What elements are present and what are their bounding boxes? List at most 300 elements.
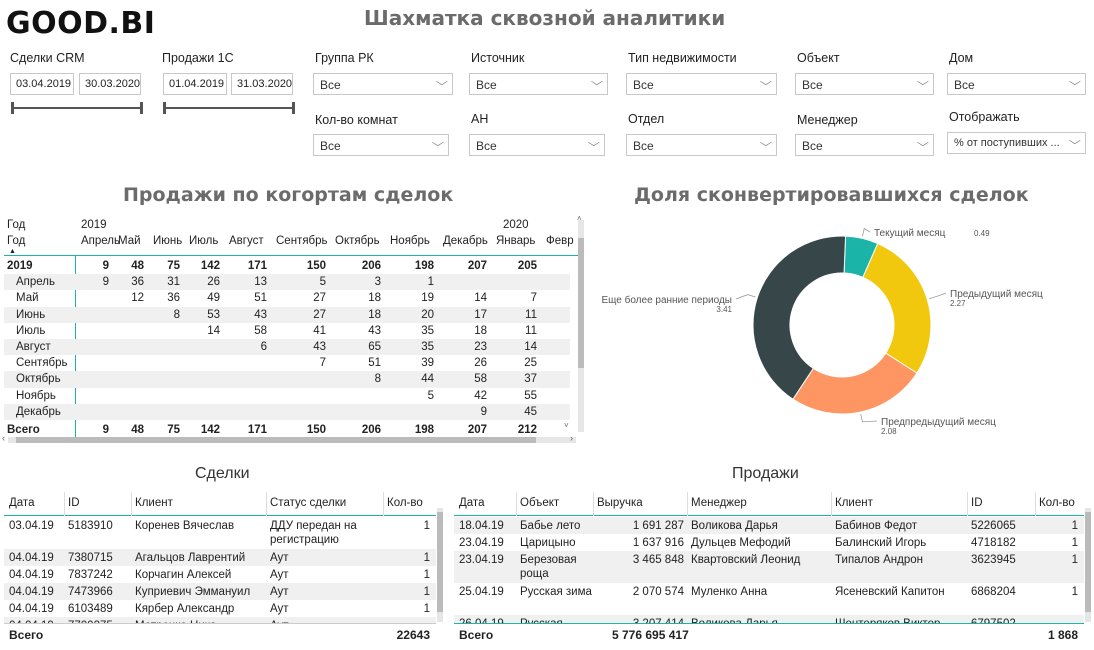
matrix-cell: 35: [421, 324, 434, 337]
column-divider: [64, 492, 65, 516]
matrix-cell: 75: [167, 260, 180, 273]
matrix-cell: [223, 388, 270, 404]
table-row[interactable]: [454, 551, 1084, 583]
chevron-down-icon: ⌵: [436, 77, 449, 88]
column-divider: [266, 492, 267, 516]
matrix-cell: [183, 355, 223, 371]
column-divider: [687, 492, 688, 516]
donut-value-label: 2.27: [950, 299, 966, 308]
table-cell: Типалов Андрон: [835, 554, 923, 566]
donut-chart[interactable]: [590, 210, 1094, 450]
matrix-cell: 26: [207, 276, 220, 289]
scroll-left-icon[interactable]: ‹: [2, 433, 5, 443]
deals-column-header: Клиент: [135, 497, 173, 509]
deals-column-header: Дата: [9, 497, 35, 509]
matrix-cell: 36: [167, 292, 180, 305]
matrix-cell: [183, 339, 223, 355]
dropdown-value: Все: [633, 78, 654, 92]
matrix-cell: 7: [319, 357, 326, 370]
matrix-cell: [540, 355, 570, 371]
column-divider: [516, 492, 517, 516]
table-cell: Аут: [270, 552, 289, 564]
matrix-cell: [329, 388, 384, 404]
filter-dropdown-object[interactable]: [795, 73, 934, 95]
matrix-cell: [147, 323, 183, 339]
matrix-cell: 9: [102, 276, 109, 289]
leader-line: [862, 229, 870, 237]
column-divider: [1035, 492, 1036, 516]
month-header-cell: Июль: [189, 235, 219, 247]
matrix-cell: [270, 404, 329, 420]
table-row[interactable]: [454, 534, 1084, 551]
matrix-cell: 26: [474, 357, 487, 370]
filter-dropdown-property-type[interactable]: [626, 73, 777, 95]
matrix-row-label: Август: [16, 341, 51, 354]
matrix-total-row: [4, 422, 570, 438]
deals-total-value: 22643: [396, 628, 430, 642]
table-cell: 03.04.19: [9, 520, 54, 532]
filter-label-property-type: Тип недвижимости: [628, 51, 737, 65]
table-cell: 1: [1071, 537, 1078, 549]
matrix-row-label: Июнь: [16, 308, 46, 321]
sales1c-date-slider[interactable]: [164, 107, 294, 109]
matrix-cell: [384, 404, 437, 420]
table-cell: Ясеневский Капитон: [835, 586, 945, 598]
matrix-cell: [147, 371, 183, 387]
sales-column-header: ID: [971, 497, 983, 509]
scroll-thumb[interactable]: [437, 512, 443, 612]
dropdown-value: Все: [476, 139, 497, 153]
table-cell: 7473966: [68, 586, 113, 598]
month-header-cell: Август: [229, 235, 264, 247]
scroll-thumb[interactable]: [16, 437, 536, 443]
table-cell: 04.04.19: [9, 552, 54, 564]
matrix-cell: [540, 404, 570, 420]
cohort-title: Продажи по когортам сделок: [123, 184, 454, 206]
leader-line: [736, 295, 755, 299]
matrix-cell: 13: [254, 276, 267, 289]
table-cell: 2 070 574: [632, 586, 684, 598]
matrix-cell: 171: [247, 260, 267, 273]
table-cell: 7837242: [68, 569, 113, 581]
table-row[interactable]: [4, 566, 436, 583]
dropdown-value: Все: [954, 78, 975, 92]
matrix-cell: 75: [167, 423, 180, 436]
matrix-cell: [112, 323, 147, 339]
filter-label-source: Источник: [471, 51, 525, 65]
matrix-row: [4, 388, 570, 404]
matrix-row-label: Декабрь: [16, 405, 61, 418]
scroll-down-icon[interactable]: ˅: [564, 421, 569, 430]
matrix-row: [4, 258, 570, 274]
table-cell: 04.04.19: [9, 586, 54, 598]
matrix-cell: 14: [524, 341, 537, 354]
matrix-cell: [490, 274, 540, 290]
month-header-cell: Ноябрь: [390, 235, 430, 247]
matrix-cell: 206: [361, 423, 381, 436]
sales-table[interactable]: [454, 492, 1084, 644]
month-header-cell: Май: [118, 235, 141, 247]
matrix-cell: [112, 388, 147, 404]
matrix-cell: 206: [361, 260, 381, 273]
chevron-down-icon: ⌵: [588, 138, 601, 149]
month-header-cell: Июнь: [153, 235, 183, 247]
dropdown-value: Все: [476, 78, 497, 92]
matrix-cell: 7: [530, 292, 537, 305]
logo: GOOD.BI: [6, 6, 156, 41]
dropdown-value: Все: [320, 139, 341, 153]
matrix-row-label: Апрель: [16, 276, 56, 289]
table-cell: Бабье лето: [520, 520, 581, 532]
matrix-cell: 1: [427, 276, 434, 289]
chevron-down-icon: ⌵: [1069, 136, 1082, 147]
table-cell: 1: [1071, 554, 1078, 566]
matrix-cell: 5: [319, 276, 326, 289]
column-divider: [131, 492, 132, 516]
chevron-down-icon: ⌵: [760, 77, 773, 88]
matrix-cell: [183, 371, 223, 387]
sort-asc-icon[interactable]: ▲: [9, 248, 16, 255]
sales-header: [454, 492, 1084, 516]
matrix-row-label: Май: [16, 292, 39, 305]
slider-handle-left[interactable]: [11, 102, 14, 114]
scroll-thumb[interactable]: [578, 238, 584, 368]
table-cell: 04.04.19: [9, 603, 54, 615]
matrix-cell: [223, 404, 270, 420]
matrix-cell: 14: [474, 292, 487, 305]
matrix-cell: [540, 388, 570, 404]
column-divider: [967, 492, 968, 516]
matrix-row: [4, 307, 570, 323]
filter-dropdown-display[interactable]: [947, 132, 1086, 154]
table-cell: Аут: [270, 569, 289, 581]
table-cell: 23.04.19: [459, 537, 504, 549]
matrix-row: [4, 371, 570, 387]
sales1c-date-to[interactable]: 31.03.2020: [231, 73, 293, 95]
matrix-row-label: Октябрь: [16, 373, 61, 386]
month-header-cell: Апрель: [81, 235, 121, 247]
matrix-cell: [540, 274, 570, 290]
donut-category-label: Еще более ранние периоды: [601, 295, 732, 306]
matrix-cell: [437, 274, 490, 290]
matrix-cell: [75, 307, 112, 323]
month-header-cell: Декабрь: [443, 235, 488, 247]
matrix-cell: [540, 371, 570, 387]
sales1c-date-from[interactable]: 01.04.2019: [163, 73, 227, 95]
chevron-down-icon: ⌵: [917, 138, 930, 149]
page-title: Шахматка сквозной аналитики: [364, 6, 726, 30]
matrix-row-label: Ноябрь: [16, 389, 56, 402]
table-cell: Корчагин Алексей: [135, 569, 232, 581]
matrix-cell: [75, 404, 112, 420]
cohort-table: [4, 258, 570, 438]
matrix-cell: 11: [525, 308, 537, 321]
filter-dropdown-rooms[interactable]: [313, 134, 449, 156]
leader-line: [861, 414, 877, 422]
matrix-cell: [540, 323, 570, 339]
matrix-cell: [75, 388, 112, 404]
filter-dropdown-source[interactable]: [469, 73, 608, 95]
table-cell: 18.04.19: [459, 520, 504, 532]
matrix-cell: 39: [421, 357, 434, 370]
month-header-row: [75, 235, 578, 251]
donut-category-label: Текущий месяц: [874, 228, 946, 239]
matrix-cell: 18: [474, 324, 487, 337]
month-header-cell: Сентябрь: [276, 235, 328, 247]
slider-handle-left[interactable]: [163, 102, 166, 114]
matrix-cell: 48: [131, 423, 144, 436]
slider-handle-right[interactable]: [140, 102, 143, 114]
table-cell: 5183910: [68, 520, 113, 532]
matrix-row-label: Всего: [7, 423, 40, 436]
matrix-horizontal-scrollbar[interactable]: [8, 437, 576, 443]
matrix-cell: 51: [254, 292, 267, 305]
filter-label-manager: Менеджер: [797, 113, 858, 127]
matrix-cell: [270, 371, 329, 387]
table-cell: 5226065: [971, 520, 1016, 532]
table-cell: Царицыно: [520, 537, 576, 549]
crm-date-slider[interactable]: [12, 107, 142, 109]
scroll-up-icon[interactable]: ˄: [577, 214, 582, 223]
deals-header: [4, 492, 436, 516]
table-cell: 1: [423, 552, 430, 564]
dropdown-value: Все: [320, 78, 341, 92]
matrix-cell: [183, 404, 223, 420]
matrix-cell: 23: [474, 341, 487, 354]
matrix-cell: 18: [368, 308, 381, 321]
table-cell: Бабинов Федот: [835, 520, 918, 532]
matrix-cell: 41: [313, 324, 326, 337]
matrix-cell: 27: [313, 292, 326, 305]
matrix-cell: 3: [374, 276, 381, 289]
matrix-row: [4, 355, 570, 371]
donut-value-label: 3.41: [716, 305, 732, 314]
table-cell: 3 465 848: [632, 554, 684, 566]
table-cell: Агальцов Лаврентий: [135, 552, 246, 564]
sales-total-row: [454, 623, 1084, 643]
matrix-cell: 9: [480, 405, 487, 418]
matrix-cell: [112, 404, 147, 420]
column-divider: [831, 492, 832, 516]
matrix-cell: [540, 258, 570, 274]
table-cell: Куприевич Эммануил: [135, 586, 251, 598]
table-row[interactable]: [4, 517, 436, 549]
matrix-cell: [112, 355, 147, 371]
matrix-cell: [112, 371, 147, 387]
matrix-cell: 37: [524, 373, 537, 386]
deals-total-label: Всего: [9, 628, 44, 642]
matrix-cell: 205: [517, 260, 537, 273]
filter-dropdown-department[interactable]: [626, 134, 777, 156]
sales1c-date-label: Продажи 1С: [162, 51, 234, 65]
matrix-cell: 43: [368, 324, 381, 337]
matrix-cell: 12: [131, 292, 144, 305]
table-cell: Коренев Вячеслав: [135, 520, 235, 532]
chevron-down-icon: ⌵: [760, 138, 773, 149]
donut-slice[interactable]: [793, 353, 917, 414]
scroll-right-icon[interactable]: ›: [570, 433, 573, 443]
table-cell: 3623945: [971, 554, 1016, 566]
matrix-cell: 55: [524, 389, 537, 402]
deals-title: Сделки: [195, 465, 250, 482]
filter-dropdown-agency[interactable]: [469, 134, 605, 156]
matrix-row-header: Год: [7, 235, 26, 247]
filter-label-display: Отображать: [949, 110, 1020, 124]
deals-column-header: ID: [68, 497, 80, 509]
scroll-thumb[interactable]: [1085, 512, 1091, 612]
donut-value-label: 0.49: [974, 229, 990, 238]
matrix-cell: [75, 339, 112, 355]
dropdown-value: % от поступивших ...: [954, 137, 1060, 149]
matrix-cell: [147, 339, 183, 355]
matrix-year-2019: 2019: [81, 219, 107, 231]
matrix-cell: 198: [414, 423, 434, 436]
filter-label-object: Объект: [797, 51, 840, 65]
table-cell: 7380715: [68, 552, 113, 564]
table-cell: Кярбер Александр: [135, 603, 235, 615]
column-divider: [593, 492, 594, 516]
filter-label-house: Дом: [949, 51, 974, 65]
table-row[interactable]: [454, 517, 1084, 534]
matrix-cell: 25: [524, 357, 537, 370]
table-cell: Березовая роща: [520, 554, 577, 580]
matrix-cell: 142: [200, 260, 220, 273]
matrix-cell: 31: [167, 276, 180, 289]
donut-category-label: Предпредыдущий месяц: [881, 417, 996, 428]
deals-vertical-scrollbar[interactable]: [437, 508, 443, 622]
dropdown-value: Все: [633, 139, 654, 153]
crm-date-to[interactable]: 30.03.2020: [79, 73, 141, 95]
matrix-cell: [223, 355, 270, 371]
filter-dropdown-group[interactable]: [313, 73, 453, 95]
matrix-cell: [270, 388, 329, 404]
table-cell: Русская зима: [520, 586, 592, 598]
donut-title: Доля сконвертировавшихся сделок: [634, 184, 1029, 206]
table-cell: 1: [423, 586, 430, 598]
table-cell: 23.04.19: [459, 554, 504, 566]
donut-category-label: Предыдущий месяц: [950, 289, 1043, 300]
matrix-year-2020: 2020: [503, 219, 529, 231]
month-header-cell: Октябрь: [335, 235, 380, 247]
matrix-cell: 58: [254, 324, 267, 337]
matrix-cell: 5: [427, 389, 434, 402]
matrix-cell: 14: [207, 324, 220, 337]
filter-label-agency: АН: [471, 112, 489, 126]
chevron-down-icon: ⌵: [432, 138, 445, 149]
matrix-cell: 9: [102, 260, 109, 273]
matrix-row-label: Июль: [16, 324, 46, 337]
matrix-cell: 42: [474, 389, 487, 402]
matrix-cell: [147, 404, 183, 420]
matrix-cell: 53: [207, 308, 220, 321]
sales-total-count: 1 868: [1047, 628, 1078, 642]
matrix-cell: [112, 307, 147, 323]
filter-label-rooms: Кол-во комнат: [315, 113, 398, 127]
matrix-cell: [75, 323, 112, 339]
dropdown-value: Все: [802, 78, 823, 92]
matrix-cell: 48: [131, 260, 144, 273]
matrix-cell: 212: [517, 423, 537, 436]
table-row[interactable]: [454, 583, 1084, 615]
sales-vertical-scrollbar[interactable]: [1085, 508, 1091, 622]
matrix-cell: 9: [102, 423, 109, 436]
matrix-row: [4, 404, 570, 420]
filter-dropdown-manager[interactable]: [795, 134, 934, 156]
matrix-cell: 11: [525, 324, 537, 337]
matrix-cell: 49: [207, 292, 220, 305]
matrix-cell: 43: [254, 308, 267, 321]
sales-column-header: Менеджер: [691, 497, 747, 509]
matrix-cell: 65: [368, 341, 381, 354]
matrix-cell: 20: [421, 308, 434, 321]
header-divider: [4, 255, 578, 256]
table-cell: ДДУ передан на регистрацию: [270, 520, 357, 546]
month-header-cell: Февр: [546, 235, 574, 247]
crm-date-label: Сделки CRM: [10, 51, 85, 65]
matrix-cell: [75, 290, 112, 306]
matrix-cell: 35: [421, 341, 434, 354]
table-cell: 6103489: [68, 603, 113, 615]
filter-dropdown-house[interactable]: [947, 73, 1086, 95]
matrix-row-label: 2019: [7, 260, 33, 273]
matrix-cell: 8: [374, 373, 381, 386]
table-cell: Квартовский Леонид: [691, 554, 801, 566]
deals-table[interactable]: [4, 492, 436, 644]
table-cell: Аут: [270, 603, 289, 615]
matrix-cell: 44: [421, 373, 434, 386]
matrix-cell: [112, 339, 147, 355]
matrix-cell: 8: [173, 308, 180, 321]
slider-handle-right[interactable]: [292, 102, 295, 114]
crm-date-from[interactable]: 03.04.2019: [10, 73, 74, 95]
table-row[interactable]: [4, 583, 436, 600]
matrix-cell: 207: [467, 423, 487, 436]
table-cell: 1: [423, 520, 430, 532]
cohort-matrix[interactable]: [4, 217, 578, 439]
matrix-cell: 27: [313, 308, 326, 321]
month-header-cell: Январь: [496, 235, 536, 247]
table-cell: 1: [423, 569, 430, 581]
table-row[interactable]: [4, 600, 436, 617]
matrix-cell: 171: [247, 423, 267, 436]
donut-slice[interactable]: [863, 243, 931, 373]
filter-label-department: Отдел: [628, 112, 665, 126]
matrix-cell: [329, 404, 384, 420]
matrix-row: [4, 323, 570, 339]
table-cell: 1: [423, 603, 430, 615]
matrix-vertical-scrollbar[interactable]: [578, 220, 584, 432]
donut-slice[interactable]: [753, 236, 846, 399]
matrix-cell: 18: [368, 292, 381, 305]
matrix-year-header: Год: [7, 219, 26, 231]
matrix-cell: [540, 290, 570, 306]
matrix-cell: 58: [474, 373, 487, 386]
matrix-cell: [147, 388, 183, 404]
table-cell: 6868204: [971, 586, 1016, 598]
table-cell: 1: [1071, 520, 1078, 532]
chevron-down-icon: ⌵: [917, 77, 930, 88]
filter-label-group: Группа РК: [315, 51, 374, 65]
sales-total-revenue: 5 776 695 417: [612, 628, 689, 642]
table-row[interactable]: [4, 549, 436, 566]
matrix-row: [4, 339, 570, 355]
sales-column-header: Клиент: [835, 497, 873, 509]
sales-column-header: Объект: [520, 497, 560, 509]
matrix-cell: [540, 307, 570, 323]
table-cell: 4718182: [971, 537, 1016, 549]
sales-column-header: Выручка: [597, 497, 643, 509]
matrix-cell: 17: [474, 308, 487, 321]
